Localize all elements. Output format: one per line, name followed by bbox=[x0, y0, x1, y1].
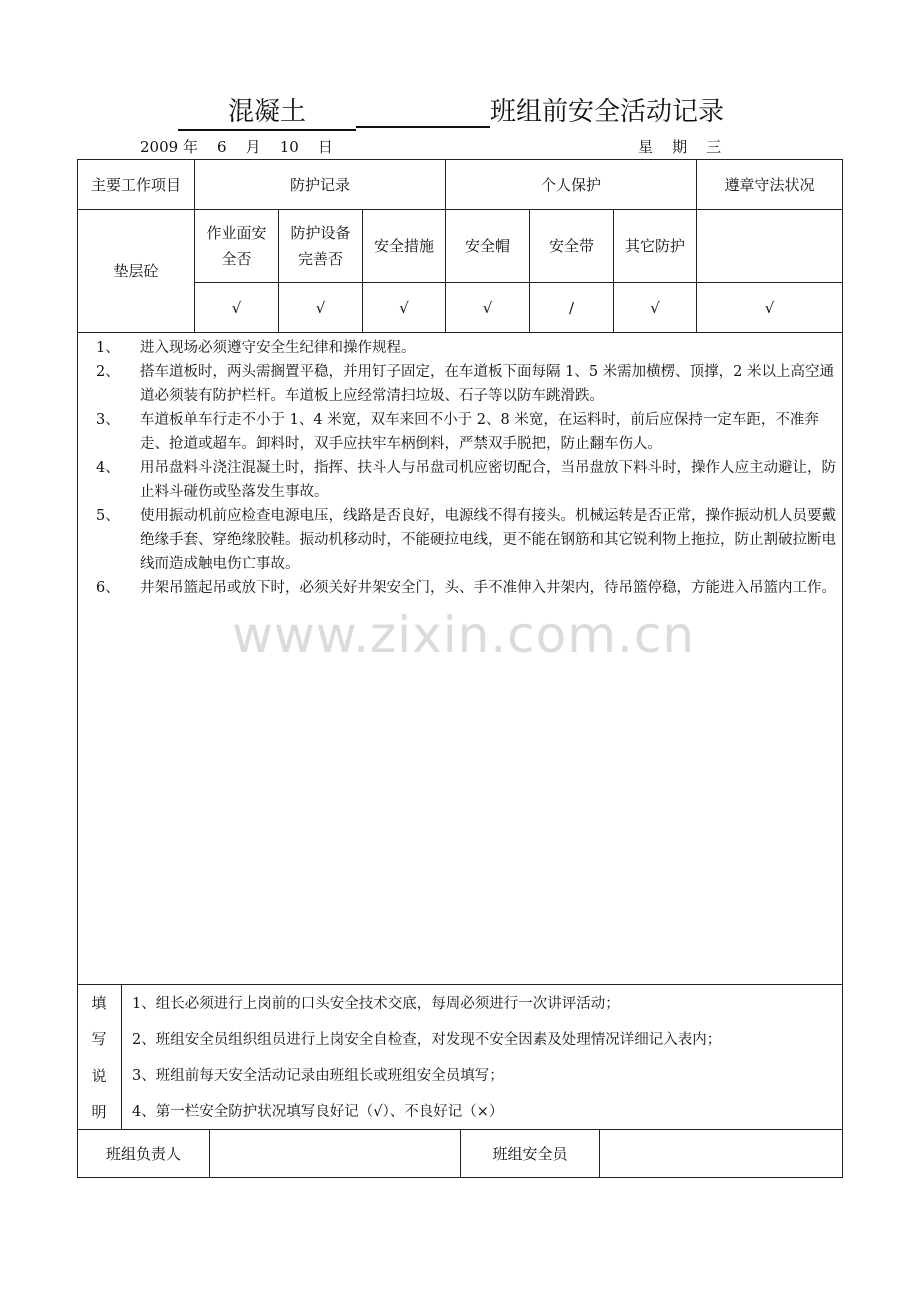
mark-cell: √ bbox=[278, 282, 363, 333]
header-protection-record: 防护记录 bbox=[194, 159, 446, 210]
mark-cell: / bbox=[529, 282, 614, 333]
rule-item: 5、 使用振动机前应检查电源电压，线路是否良好，电源线不得有接头。机械运转是否正常，操作振动机人员要戴绝缘手套、穿绝缘胶鞋。振动机移动时，不能硬拉电线，更不能在钢筋和其它锐利物上拖拉，防止割破拉断电线而造成触电伤亡事故。 bbox=[96, 508, 836, 572]
col-other-protection: 其它防护 bbox=[613, 209, 697, 283]
mark-cell: √ bbox=[696, 282, 843, 333]
col-equipment-complete: 防护设备完善否 bbox=[278, 209, 363, 283]
rule-item: 4、 用吊盘料斗浇注混凝土时，指挥、扶斗人与吊盘司机应密切配合，当吊盘放下料斗时，操作人应主动避让，防止料斗碰伤或坠落发生事故。 bbox=[96, 460, 836, 500]
col-safety-measures: 安全措施 bbox=[362, 209, 446, 283]
fill-note: 1、组长必须进行上岗前的口头安全技术交底，每周必须进行一次讲评活动； bbox=[132, 996, 620, 1012]
title-blank-underline bbox=[356, 92, 490, 128]
rule-item: 6、 井架吊篮起吊或放下时，必须关好井架安全门，头、手不准伸入井架内，待吊篮停稳，方能进入吊篮内工作。 bbox=[96, 580, 836, 596]
team-leader-label: 班组负责人 bbox=[77, 1129, 210, 1178]
fill-note: 4、第一栏安全防护状况填写良好记（√）、不良好记（×） bbox=[132, 1104, 504, 1120]
header-main-work: 主要工作项目 bbox=[77, 159, 195, 210]
rule-item: 1、 进入现场必须遵守安全生纪律和操作规程。 bbox=[96, 340, 416, 356]
work-item: 垫层砼 bbox=[77, 209, 195, 333]
fill-note: 3、班组前每天安全活动记录由班组长或班组安全员填写； bbox=[132, 1068, 504, 1084]
fill-instructions bbox=[132, 986, 832, 1130]
fill-instructions-label: 填 写 说 明 bbox=[91, 993, 107, 1122]
record-weekday: 星 期 三 bbox=[638, 138, 722, 156]
watermark: www.zixin.com.cn bbox=[232, 606, 696, 664]
safety-officer-label: 班组安全员 bbox=[460, 1129, 600, 1178]
safety-officer-field[interactable] bbox=[599, 1129, 843, 1178]
document-title bbox=[178, 92, 778, 132]
mark-cell: √ bbox=[362, 282, 446, 333]
rule-item: 2、 搭车道板时，两头需搁置平稳，并用钉子固定，在车道板下面每隔 1、5 米需加横楞、顶撑，2 米以上高空通道必须装有防护栏杆。车道板上应经常清扫垃圾、石子等以防车跳滑跌。 bbox=[96, 364, 834, 404]
rule-item: 3、 车道板单车行走不小于 1、4 米宽，双车来回不小于 2、8 米宽，在运料时，前后应保持一定车距，不准奔走、抢道或超车。卸料时，双手应扶牢车柄倒料，严禁双手脱把，防止翻车伤人。 bbox=[96, 412, 819, 452]
record-date: 2009 年 6 月 10 日 bbox=[140, 138, 333, 156]
mark-cell: √ bbox=[613, 282, 697, 333]
col-surface-safe: 作业面安全否 bbox=[194, 209, 279, 283]
col-compliance-blank bbox=[696, 209, 843, 283]
col-helmet: 安全帽 bbox=[445, 209, 530, 283]
fill-note: 2、班组安全员组织组员进行上岗安全自检查，对发现不安全因素及处理情况详细记入表内； bbox=[132, 1032, 722, 1048]
header-personal-protection: 个人保护 bbox=[445, 159, 697, 210]
title-text: 班组前安全活动记录 bbox=[490, 97, 725, 127]
team-leader-field[interactable] bbox=[209, 1129, 461, 1178]
title-project: 混凝土 bbox=[178, 95, 356, 131]
mark-cell: √ bbox=[194, 282, 279, 333]
safety-rules-list bbox=[96, 336, 836, 600]
header-compliance: 遵章守法状况 bbox=[696, 159, 843, 210]
mark-cell: √ bbox=[445, 282, 530, 333]
col-safety-belt: 安全带 bbox=[529, 209, 614, 283]
